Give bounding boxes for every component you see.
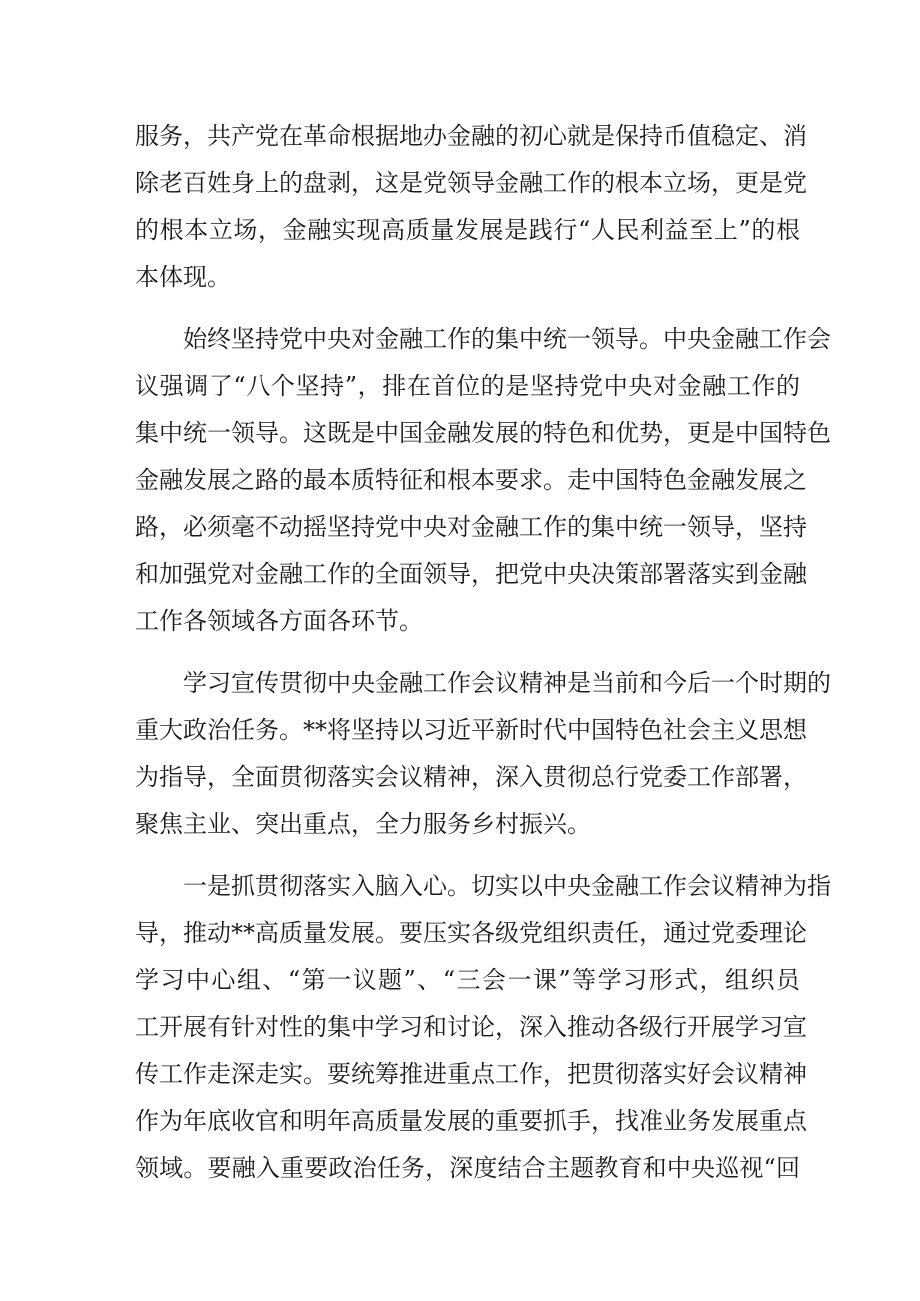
text-line: 一是抓贯彻落实入脑入心。切实以中央金融工作会议精神为指 xyxy=(135,872,831,900)
text-line: 除老百姓身上的盘剥，这是党领导金融工作的根本立场，更是党 xyxy=(135,169,807,197)
text-line: 学习宣传贯彻中央金融工作会议精神是当前和今后一个时期的 xyxy=(135,669,831,697)
paragraph xyxy=(135,113,807,301)
text-line: 领域。要融入重要政治任务，深度结合主题教育和中央巡视“回 xyxy=(135,1154,800,1182)
text-line: 导，推动**高质量发展。要压实各级党组织责任，通过党委理论 xyxy=(135,919,807,947)
text-line: 金融发展之路的最本质特征和根本要求。走中国特色金融发展之 xyxy=(135,466,807,494)
text-line: 服务，共产党在革命根据地办金融的初心就是保持币值稳定、消 xyxy=(135,122,807,150)
text-line: 本体现。 xyxy=(135,263,231,291)
text-line: 聚焦主业、突出重点，全力服务乡村振兴。 xyxy=(135,810,591,838)
text-line: 路，必须毫不动摇坚持党中央对金融工作的集中统一领导，坚持 xyxy=(135,513,807,541)
paragraph xyxy=(135,863,831,1192)
text-line: 为指导，全面贯彻落实会议精神，深入贯彻总行党委工作部署， xyxy=(135,763,807,791)
text-line: 重大政治任务。**将坚持以习近平新时代中国特色社会主义思想 xyxy=(135,716,807,744)
text-line: 议强调了“八个坚持”，排在首位的是坚持党中央对金融工作的 xyxy=(135,372,800,400)
document-body xyxy=(135,113,831,1192)
text-line: 传工作走深走实。要统筹推进重点工作，把贯彻落实好会议精神 xyxy=(135,1060,807,1088)
paragraph xyxy=(135,316,831,645)
paragraph xyxy=(135,660,831,848)
text-line: 始终坚持党中央对金融工作的集中统一领导。中央金融工作会 xyxy=(135,325,831,353)
text-line: 工作各领域各方面各环节。 xyxy=(135,607,423,635)
text-line: 的根本立场，金融实现高质量发展是践行“人民利益至上”的根 xyxy=(135,216,800,244)
text-line: 和加强党对金融工作的全面领导，把党中央决策部署落实到金融 xyxy=(135,560,807,588)
text-line: 学习中心组、“第一议题”、“三会一课”等学习形式，组织员 xyxy=(135,966,800,994)
text-line: 作为年底收官和明年高质量发展的重要抓手，找准业务发展重点 xyxy=(135,1107,807,1135)
text-line: 集中统一领导。这既是中国金融发展的特色和优势，更是中国特色 xyxy=(135,419,831,447)
text-line: 工开展有针对性的集中学习和讨论，深入推动各级行开展学习宣 xyxy=(135,1013,807,1041)
